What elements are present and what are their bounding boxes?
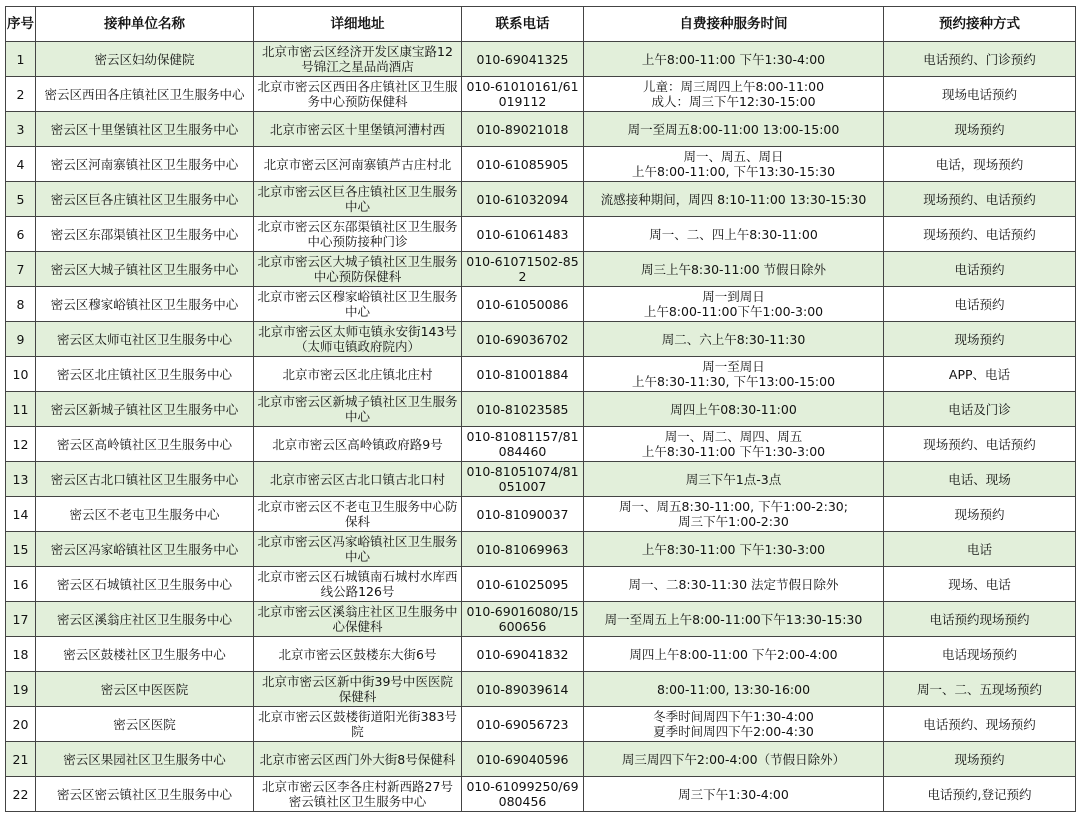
cell-booking-method: 电话: [884, 532, 1076, 567]
cell-address: 北京市密云区十里堡镇河漕村西: [254, 112, 462, 147]
table-header: [6, 7, 1076, 42]
cell-unit-name: 密云区果园社区卫生服务中心: [36, 742, 254, 777]
cell-seq: 21: [6, 742, 36, 777]
cell-seq: 10: [6, 357, 36, 392]
cell-address: 北京市密云区西田各庄镇社区卫生服务中心预防保健科: [254, 77, 462, 112]
cell-phone: 010-61099250/69080456: [462, 777, 584, 812]
cell-phone: 010-89039614: [462, 672, 584, 707]
cell-seq: 19: [6, 672, 36, 707]
service-time-line: 冬季时间周四下午1:30-4:00: [653, 709, 814, 724]
cell-service-time: [584, 777, 884, 812]
cell-unit-name: 密云区河南寨镇社区卫生服务中心: [36, 147, 254, 182]
cell-unit-name: 密云区溪翁庄社区卫生服务中心: [36, 602, 254, 637]
table-row: [6, 287, 1076, 322]
cell-service-time: [584, 462, 884, 497]
table-row: [6, 77, 1076, 112]
service-time-line: 上午8:00-11:00 下午1:30-4:00: [641, 51, 826, 67]
table-row: [6, 532, 1076, 567]
cell-seq: 16: [6, 567, 36, 602]
table-row: [6, 462, 1076, 497]
service-time-line: 周四上午8:00-11:00 下午2:00-4:00: [629, 646, 838, 662]
cell-service-time: [584, 182, 884, 217]
cell-service-time: [584, 707, 884, 742]
cell-phone: 010-61050086: [462, 287, 584, 322]
cell-booking-method: 电话预约: [884, 287, 1076, 322]
cell-booking-method: 电话、现场: [884, 462, 1076, 497]
cell-address: 北京市密云区溪翁庄社区卫生服务中心保健科: [254, 602, 462, 637]
cell-phone: 010-61085905: [462, 147, 584, 182]
cell-service-time: [584, 322, 884, 357]
cell-booking-method: 现场预约: [884, 112, 1076, 147]
service-time-line: 儿童：周三周四上午8:00-11:00: [642, 79, 825, 94]
header-phone: 联系电话: [462, 7, 584, 42]
cell-phone: 010-81023585: [462, 392, 584, 427]
cell-booking-method: 现场电话预约: [884, 77, 1076, 112]
cell-booking-method: 电话，现场预约: [884, 147, 1076, 182]
cell-unit-name: 密云区中医医院: [36, 672, 254, 707]
cell-unit-name: 密云区十里堡镇社区卫生服务中心: [36, 112, 254, 147]
cell-unit-name: 密云区北庄镇社区卫生服务中心: [36, 357, 254, 392]
table-row: [6, 777, 1076, 812]
header-method: 预约接种方式: [884, 7, 1076, 42]
cell-booking-method: 电话预约、现场预约: [884, 707, 1076, 742]
cell-service-time: [584, 637, 884, 672]
cell-seq: 22: [6, 777, 36, 812]
cell-booking-method: APP、电话: [884, 357, 1076, 392]
cell-address: 北京市密云区鼓楼东大街6号: [254, 637, 462, 672]
cell-address: 北京市密云区北庄镇北庄村: [254, 357, 462, 392]
service-time-line: 上午8:30-11:30, 下午13:00-15:00: [631, 374, 836, 389]
cell-address: 北京市密云区穆家峪镇社区卫生服务中心: [254, 287, 462, 322]
service-time-line: 周三周四下午2:00-4:00（节假日除外）: [621, 751, 846, 767]
cell-address: 北京市密云区河南寨镇芦古庄村北: [254, 147, 462, 182]
service-time-line: 周一、周二、周四、周五: [664, 429, 803, 444]
cell-seq: 11: [6, 392, 36, 427]
cell-unit-name: 密云区新城子镇社区卫生服务中心: [36, 392, 254, 427]
cell-service-time: [584, 147, 884, 182]
cell-address: 北京市密云区鼓楼街道阳光街383号院: [254, 707, 462, 742]
cell-service-time: [584, 672, 884, 707]
cell-service-time: [584, 427, 884, 462]
cell-address: 北京市密云区古北口镇古北口村: [254, 462, 462, 497]
cell-service-time: [584, 217, 884, 252]
table-row: [6, 637, 1076, 672]
cell-phone: 010-69036702: [462, 322, 584, 357]
table-row: [6, 392, 1076, 427]
cell-address: 北京市密云区不老屯卫生服务中心防保科: [254, 497, 462, 532]
cell-seq: 14: [6, 497, 36, 532]
cell-phone: 010-81069963: [462, 532, 584, 567]
cell-service-time: [584, 497, 884, 532]
table-row: [6, 707, 1076, 742]
cell-address: 北京市密云区大城子镇社区卫生服务中心预防保健科: [254, 252, 462, 287]
cell-address: 北京市密云区新城子镇社区卫生服务中心: [254, 392, 462, 427]
cell-booking-method: 现场预约: [884, 322, 1076, 357]
cell-address: 北京市密云区冯家峪镇社区卫生服务中心: [254, 532, 462, 567]
cell-phone: 010-81051074/81051007: [462, 462, 584, 497]
service-time-line: 周二、六上午8:30-11:30: [661, 331, 806, 347]
cell-unit-name: 密云区密云镇社区卫生服务中心: [36, 777, 254, 812]
cell-phone: 010-89021018: [462, 112, 584, 147]
cell-service-time: [584, 287, 884, 322]
cell-phone: 010-61032094: [462, 182, 584, 217]
cell-address: 北京市密云区新中街39号中医医院保健科: [254, 672, 462, 707]
cell-booking-method: 电话预约现场预约: [884, 602, 1076, 637]
table-row: [6, 217, 1076, 252]
cell-unit-name: 密云区医院: [36, 707, 254, 742]
cell-seq: 4: [6, 147, 36, 182]
cell-seq: 5: [6, 182, 36, 217]
cell-seq: 7: [6, 252, 36, 287]
cell-phone: 010-69056723: [462, 707, 584, 742]
cell-phone: 010-61061483: [462, 217, 584, 252]
cell-unit-name: 密云区穆家峪镇社区卫生服务中心: [36, 287, 254, 322]
service-time-line: 周一、周五、周日: [683, 149, 784, 164]
header-time: 自费接种服务时间: [584, 7, 884, 42]
table-row: [6, 357, 1076, 392]
cell-seq: 9: [6, 322, 36, 357]
table-row: [6, 42, 1076, 77]
cell-phone: 010-69016080/15600656: [462, 602, 584, 637]
cell-address: 北京市密云区石城镇南石城村水库西线公路126号: [254, 567, 462, 602]
cell-service-time: [584, 567, 884, 602]
cell-booking-method: 现场预约、电话预约: [884, 427, 1076, 462]
cell-unit-name: 密云区鼓楼社区卫生服务中心: [36, 637, 254, 672]
cell-service-time: [584, 252, 884, 287]
service-time-line: 8:00-11:00, 13:30-16:00: [656, 681, 811, 697]
service-time-line: 上午8:30-11:00 下午1:30-3:00: [641, 541, 826, 557]
service-time-line: 周一至周日: [702, 359, 765, 374]
table-row: [6, 252, 1076, 287]
cell-seq: 8: [6, 287, 36, 322]
cell-unit-name: 密云区东邵渠镇社区卫生服务中心: [36, 217, 254, 252]
cell-booking-method: 现场预约、电话预约: [884, 217, 1076, 252]
header-seq: 序号: [6, 7, 36, 42]
cell-phone: 010-69040596: [462, 742, 584, 777]
cell-service-time: [584, 532, 884, 567]
header-address: 详细地址: [254, 7, 462, 42]
cell-phone: 010-61025095: [462, 567, 584, 602]
table-row: [6, 567, 1076, 602]
cell-phone: 010-69041325: [462, 42, 584, 77]
service-time-line: 周三上午8:30-11:00 节假日除外: [640, 261, 827, 277]
table-row: [6, 602, 1076, 637]
cell-phone: 010-81001884: [462, 357, 584, 392]
cell-address: 北京市密云区太师屯镇永安街143号（太师屯镇政府院内）: [254, 322, 462, 357]
cell-address: 北京市密云区经济开发区康宝路12号锦江之星品尚酒店: [254, 42, 462, 77]
cell-booking-method: 电话预约、门诊预约: [884, 42, 1076, 77]
cell-address: 北京市密云区东邵渠镇社区卫生服务中心预防接种门诊: [254, 217, 462, 252]
header-name: 接种单位名称: [36, 7, 254, 42]
cell-unit-name: 密云区不老屯卫生服务中心: [36, 497, 254, 532]
vaccination-schedule-table: [5, 6, 1076, 812]
service-time-line: 周一至周五8:00-11:00 13:00-15:00: [627, 121, 840, 137]
service-time-line: 周一、周五8:30-11:00, 下午1:00-2:30;: [619, 499, 848, 514]
cell-booking-method: 现场预约: [884, 497, 1076, 532]
service-time-line: 周四上午08:30-11:00: [670, 401, 797, 417]
cell-seq: 20: [6, 707, 36, 742]
service-time-line: 上午8:00-11:00下午1:00-3:00: [643, 304, 824, 319]
cell-phone: 010-81090037: [462, 497, 584, 532]
cell-seq: 17: [6, 602, 36, 637]
cell-service-time: [584, 42, 884, 77]
cell-service-time: [584, 602, 884, 637]
cell-service-time: [584, 742, 884, 777]
cell-phone: 010-81081157/81084460: [462, 427, 584, 462]
cell-booking-method: 电话预约: [884, 252, 1076, 287]
cell-unit-name: 密云区高岭镇社区卫生服务中心: [36, 427, 254, 462]
cell-seq: 15: [6, 532, 36, 567]
table-row: [6, 672, 1076, 707]
cell-unit-name: 密云区太师屯社区卫生服务中心: [36, 322, 254, 357]
table-row: [6, 322, 1076, 357]
cell-phone: 010-61071502-852: [462, 252, 584, 287]
service-time-line: 流感接种期间，周四 8:10-11:00 13:30-15:30: [600, 191, 867, 207]
cell-seq: 6: [6, 217, 36, 252]
vaccination-schedule-table-wrapper: [5, 6, 1076, 812]
cell-unit-name: 密云区妇幼保健院: [36, 42, 254, 77]
service-time-line: 夏季时间周四下午2:00-4:30: [653, 724, 814, 739]
cell-address: 北京市密云区高岭镇政府路9号: [254, 427, 462, 462]
table-row: [6, 742, 1076, 777]
cell-phone: 010-69041832: [462, 637, 584, 672]
service-time-line: 周一、二8:30-11:30 法定节假日除外: [628, 576, 839, 592]
cell-unit-name: 密云区石城镇社区卫生服务中心: [36, 567, 254, 602]
cell-service-time: [584, 77, 884, 112]
table-row: [6, 427, 1076, 462]
cell-booking-method: 电话现场预约: [884, 637, 1076, 672]
service-time-line: 成人：周三下午12:30-15:00: [651, 94, 816, 109]
cell-seq: 12: [6, 427, 36, 462]
table-body: [6, 42, 1076, 812]
cell-seq: 13: [6, 462, 36, 497]
cell-seq: 2: [6, 77, 36, 112]
service-time-line: 周一至周五上午8:00-11:00下午13:30-15:30: [604, 611, 863, 627]
cell-booking-method: 现场、电话: [884, 567, 1076, 602]
table-row: [6, 497, 1076, 532]
cell-address: 北京市密云区巨各庄镇社区卫生服务中心: [254, 182, 462, 217]
cell-booking-method: 电话预约,登记预约: [884, 777, 1076, 812]
cell-service-time: [584, 392, 884, 427]
cell-address: 北京市密云区西门外大街8号保健科: [254, 742, 462, 777]
cell-unit-name: 密云区古北口镇社区卫生服务中心: [36, 462, 254, 497]
cell-unit-name: 密云区西田各庄镇社区卫生服务中心: [36, 77, 254, 112]
service-time-line: 周一、二、四上午8:30-11:00: [649, 226, 818, 242]
cell-unit-name: 密云区大城子镇社区卫生服务中心: [36, 252, 254, 287]
cell-booking-method: 电话及门诊: [884, 392, 1076, 427]
service-time-line: 周三下午1:00-2:30: [678, 514, 789, 529]
table-row: [6, 182, 1076, 217]
cell-phone: 010-61010161/61019112: [462, 77, 584, 112]
cell-booking-method: 现场预约、电话预约: [884, 182, 1076, 217]
cell-service-time: [584, 357, 884, 392]
service-time-line: 周一到周日: [702, 289, 765, 304]
header-row: [6, 7, 1076, 42]
service-time-line: 上午8:00-11:00, 下午13:30-15:30: [631, 164, 836, 179]
cell-unit-name: 密云区巨各庄镇社区卫生服务中心: [36, 182, 254, 217]
service-time-line: 周三下午1:30-4:00: [678, 786, 789, 802]
cell-booking-method: 现场预约: [884, 742, 1076, 777]
table-row: [6, 112, 1076, 147]
cell-booking-method: 周一、二、五现场预约: [884, 672, 1076, 707]
cell-seq: 1: [6, 42, 36, 77]
cell-address: 北京市密云区李各庄村新西路27号密云镇社区卫生服务中心: [254, 777, 462, 812]
service-time-line: 周三下午1点-3点: [685, 471, 782, 487]
cell-seq: 3: [6, 112, 36, 147]
cell-unit-name: 密云区冯家峪镇社区卫生服务中心: [36, 532, 254, 567]
cell-service-time: [584, 112, 884, 147]
table-row: [6, 147, 1076, 182]
cell-seq: 18: [6, 637, 36, 672]
service-time-line: 上午8:30-11:00 下午1:30-3:00: [641, 444, 826, 459]
